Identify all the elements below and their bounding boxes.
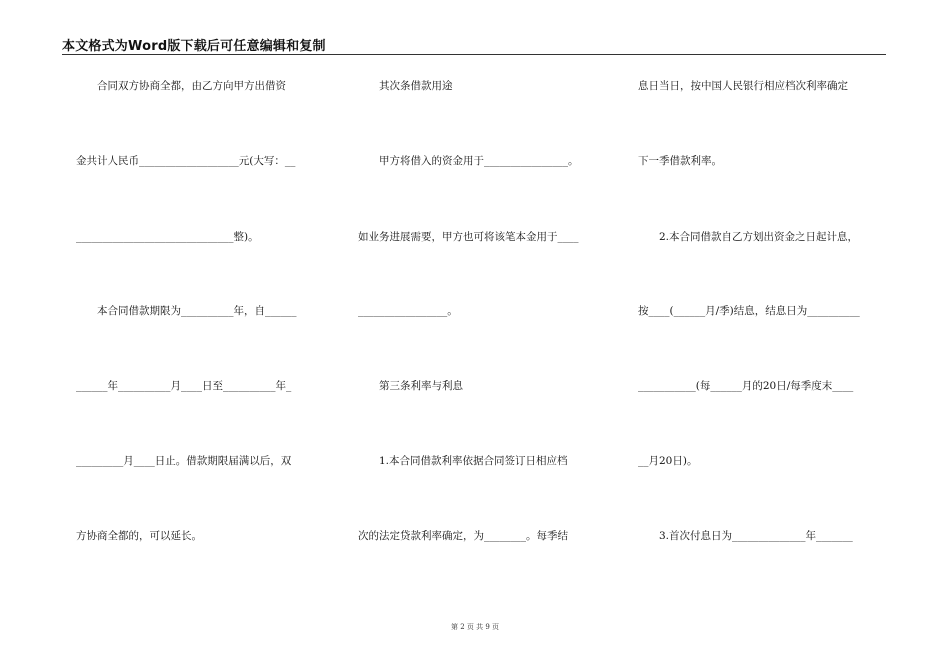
text-line: 息日当日，按中国人民银行相应档次利率确定 — [638, 80, 848, 92]
text-line: ___________(每______月的20日/每季度末____ — [638, 380, 854, 392]
text-line: _________月____日止。借款期限届满以后，双 — [76, 455, 292, 467]
text-line: 按____(______月/季)结息，结息日为__________ — [638, 305, 860, 317]
text-line: 本合同借款期限为__________年，自______ — [76, 305, 297, 317]
header-title: 本文格式为Word版下载后可任意编辑和复制 — [62, 39, 326, 54]
text-line: 第三条利率与利息 — [358, 380, 463, 392]
page-number: 第 2 页 共 9 页 — [450, 623, 500, 631]
text-line: 合同双方协商全都，由乙方向甲方出借资 — [76, 80, 286, 92]
text-line: 如业务进展需要，甲方也可将该笔本金用于____ — [358, 231, 579, 243]
text-line: 金共计人民币___________________元(大写：__ — [76, 155, 296, 167]
text-line: ______________________________整)。 — [76, 231, 259, 243]
text-line: 3.首次付息日为______________年_______ — [638, 530, 853, 542]
text-line: 其次条借款用途 — [358, 80, 453, 92]
text-line: __月20日)。 — [638, 455, 698, 467]
text-line: 次的法定贷款利率确定，为________。每季结 — [358, 530, 568, 542]
text-column-3 — [638, 0, 888, 672]
text-line: 2.本合同借款自乙方划出资金之日起计息， — [638, 231, 859, 243]
text-line: 1.本合同借款利率依据合同签订日相应档 — [358, 455, 568, 467]
text-line: 下一季借款利率。 — [638, 155, 722, 167]
text-line: 方协商全都的，可以延长。 — [76, 530, 202, 542]
text-line: _________________。 — [358, 305, 458, 317]
text-column-1 — [76, 0, 326, 672]
text-column-2 — [358, 0, 610, 672]
text-line: 甲方将借入的资金用于________________。 — [358, 155, 579, 167]
text-line: ______年__________月____日至__________年_ — [76, 380, 292, 392]
